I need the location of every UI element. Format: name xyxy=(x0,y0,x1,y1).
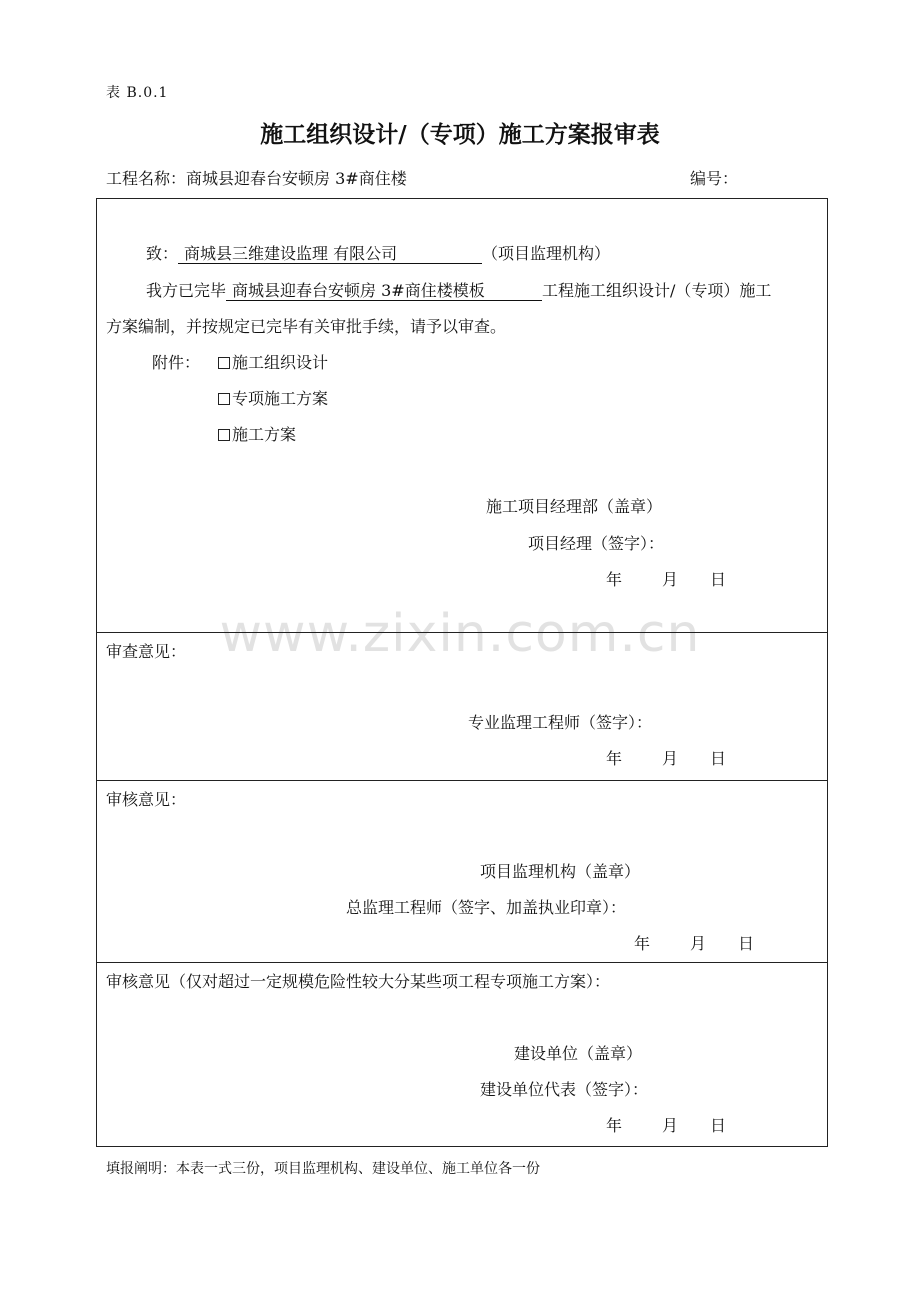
checkbox[interactable] xyxy=(218,357,230,369)
contractor-seal-line: 施工项目经理部（盖章） xyxy=(486,497,663,516)
watermark: www.zixin.com.cn xyxy=(219,604,701,664)
audit-heading: 审核意见： xyxy=(106,790,187,809)
attachment-item[interactable]: 施工组织设计 xyxy=(218,353,328,373)
review-heading: 审查意见： xyxy=(106,642,187,661)
serial-number-label: 编号： xyxy=(690,169,739,188)
completion-prefix: 我方已完毕 xyxy=(146,281,227,300)
page-title: 施工组织设计/（专项）施工方案报审表 xyxy=(260,121,660,148)
supervision-org-seal-line: 项目监理机构（盖章） xyxy=(480,862,641,881)
project-name-value: 商城县迎春台安顿房 3#商住楼 xyxy=(186,169,407,188)
addressee-line xyxy=(146,244,610,264)
date-line: 年 月 日 xyxy=(606,1116,727,1135)
attachment-item[interactable]: 专项施工方案 xyxy=(218,389,328,409)
checkbox[interactable] xyxy=(218,393,230,405)
chief-engineer-signature: 总监理工程师（签字、加盖执业印章）： xyxy=(346,898,627,917)
addressee-label: 致： xyxy=(146,244,179,263)
date-line: 年 月 日 xyxy=(606,570,727,589)
attachment-item[interactable]: 施工方案 xyxy=(218,425,296,445)
form-code: 表 B.0.1 xyxy=(106,85,169,101)
footnote: 填报阐明：本表一式三份，项目监理机构、建设单位、施工单位各一份 xyxy=(106,1161,540,1177)
completion-project: 商城县迎春台安顿房 3#商住楼模板 xyxy=(226,282,542,301)
completion-line-2: 方案编制，并按规定已完毕有关审批手续，请予以审查。 xyxy=(106,317,507,336)
project-name-row xyxy=(106,169,407,189)
supervising-engineer-signature: 专业监理工程师（签字）： xyxy=(468,713,653,732)
checkbox[interactable] xyxy=(218,429,230,441)
date-line: 年 月 日 xyxy=(606,749,727,768)
project-name-label: 工程名称： xyxy=(106,169,187,188)
project-manager-signature: 项目经理（签字）： xyxy=(528,534,665,553)
completion-suffix: 工程施工组织设计/（专项）施工 xyxy=(542,281,772,300)
owner-representative-signature: 建设单位代表（签字）： xyxy=(480,1080,649,1099)
attachments-label: 附件： xyxy=(152,353,201,372)
completion-line xyxy=(146,281,771,301)
owner-seal-line: 建设单位（盖章） xyxy=(514,1044,643,1063)
addressee-value: 商城县三维建设监理 有限公司 xyxy=(178,245,482,264)
date-line: 年 月 日 xyxy=(634,934,755,953)
owner-audit-heading: 审核意见（仅对超过一定规模危险性较大分某些项工程专项施工方案）： xyxy=(106,972,611,991)
addressee-suffix: （项目监理机构） xyxy=(482,244,611,263)
